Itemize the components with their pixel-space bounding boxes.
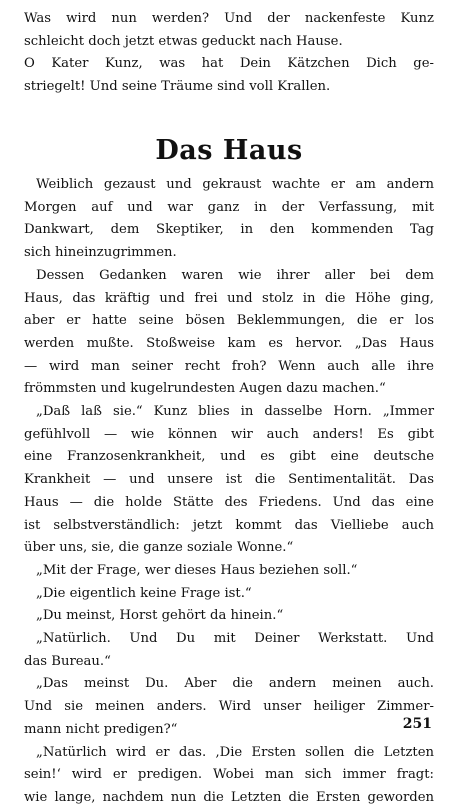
text-line: striegelt! Und seine Träume sind voll Krallen. [24, 79, 331, 95]
text-line: sich hineinzugrimmen. [24, 245, 177, 261]
text-line: Krankheit — und unsere ist die Sentimentalität. Das [24, 472, 434, 488]
text-line: „Du meinst, Horst gehört da hinein.“ [36, 608, 284, 624]
text-line: „Mit der Frage, wer dieses Haus beziehen soll.“ [36, 562, 358, 578]
body-text [24, 174, 434, 810]
text-line: wie lange, nachdem nun die Letzten die Ersten geworden [24, 789, 434, 805]
text-line: — wird man seiner recht froh? Wenn auch alle ihre [24, 358, 434, 374]
page-number: 251 [402, 716, 432, 732]
text-line: ist selbstverständlich: jetzt kommt das Vielliebe auch [24, 517, 434, 533]
text-line: Dankwart, dem Skeptiker, in den kommenden Tag [24, 222, 434, 238]
text-line: Was wird nun werden? Und der nackenfeste Kunz [24, 11, 434, 26]
text-line: Morgen auf und war ganz in der Verfassung, mit [24, 199, 434, 215]
text-line: O Kater Kunz, was hat Dein Kätzchen Dich ge- [24, 56, 434, 72]
text-line: Haus, das kräftig und frei und stolz in die Höhe ging, [24, 290, 434, 306]
text-line: schleicht doch jetzt etwas geduckt nach Hause. [24, 33, 343, 49]
text-line: „Natürlich. Und Du mit Deiner Werkstatt. Und [36, 631, 434, 647]
text-line: gefühlvoll — wie können wir auch anders! Es gibt [24, 426, 434, 442]
text-line: über uns, sie, die ganze soziale Wonne.“ [24, 540, 294, 556]
text-line: Und sie meinen anders. Wird unser heiliger Zimmer- [24, 699, 434, 715]
text-line: aber er hatte seine bösen Beklemmungen, die er los [24, 313, 434, 329]
chapter-heading: Das Haus [155, 135, 303, 166]
text-line: eine Franzosenkrankheit, und es gibt eine deutsche [24, 449, 434, 465]
text-line: „Die eigentlich keine Frage ist.“ [36, 585, 252, 601]
text-line: Dessen Gedanken waren wie ihrer aller bei dem [36, 267, 434, 283]
text-line: „Daß laß sie.“ Kunz blies in dasselbe Horn. „Immer [36, 404, 434, 420]
text-line: Weiblich gezaust und gekraust wachte er am andern [36, 177, 434, 192]
text-line: sein!‘ wird er predigen. Wobei man sich immer fragt: [24, 767, 434, 783]
text-line: Haus — die holde Stätte des Friedens. Und das eine [24, 494, 434, 510]
text-line: das Bureau.“ [24, 653, 111, 669]
text-line: „Das meinst Du. Aber die andern meinen auch. [36, 676, 434, 692]
text-line: „Natürlich wird er das. ‚Die Ersten sollen die Letzten [36, 744, 434, 760]
text-line: mann nicht predigen?“ [24, 721, 178, 737]
intro-paragraph [24, 8, 434, 99]
text-line: frömmsten und kugelrundesten Augen dazu machen.“ [24, 381, 386, 397]
text-line: werden mußte. Stoßweise kam es hervor. „Das Haus [24, 335, 434, 351]
